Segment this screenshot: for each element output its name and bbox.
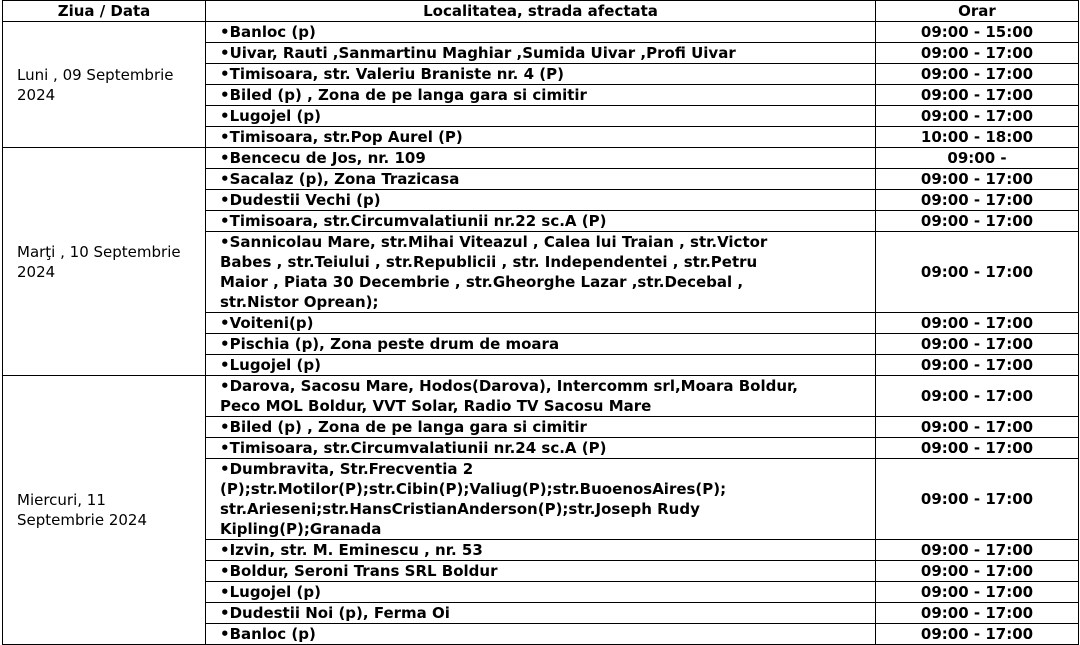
location-cell: •Lugojel (p) (206, 106, 876, 127)
location-cell: •Bencecu de Jos, nr. 109 (206, 148, 876, 169)
location-cell: •Biled (p) , Zona de pe langa gara si cimitir (206, 85, 876, 106)
time-cell: 09:00 - 17:00 (876, 561, 1079, 582)
location-cell: •Sannicolau Mare, str.Mihai Viteazul , Calea lui Traian , str.Victor Babes , str.Teiului , str.Republicii , str. Independentei , str.Petru Maior , Piata 30 Decembrie , str.Gheorghe Lazar ,str.Decebal , str.Nistor Oprean); (206, 232, 876, 313)
time-cell: 09:00 - 17:00 (876, 211, 1079, 232)
header-time: Orar (876, 1, 1079, 22)
location-cell: •Banloc (p) (206, 22, 876, 43)
day-date-cell: Luni , 09 Septembrie 2024 (3, 22, 206, 148)
location-cell: •Timisoara, str.Pop Aurel (P) (206, 127, 876, 148)
header-location: Localitatea, strada afectata (206, 1, 876, 22)
time-cell: 09:00 - 17:00 (876, 603, 1079, 624)
time-cell: 09:00 - 17:00 (876, 232, 1079, 313)
time-cell: 09:00 - 17:00 (876, 85, 1079, 106)
location-cell: •Timisoara, str.Circumvalatiunii nr.24 sc.A (P) (206, 438, 876, 459)
time-cell: 09:00 - 17:00 (876, 355, 1079, 376)
location-cell: •Pischia (p), Zona peste drum de moara (206, 334, 876, 355)
time-cell: 09:00 - 17:00 (876, 169, 1079, 190)
location-cell: •Dudestii Vechi (p) (206, 190, 876, 211)
header-row (3, 1, 1079, 22)
location-cell: •Dumbravita, Str.Frecventia 2 (P);str.Motilor(P);str.Cibin(P);Valiug(P);str.BuoenosAires(P); str.Arieseni;str.HansCristianAnderson(P);str.Joseph Rudy Kipling(P);Granada (206, 459, 876, 540)
location-cell: •Timisoara, str. Valeriu Braniste nr. 4 (P) (206, 64, 876, 85)
location-cell: •Timisoara, str.Circumvalatiunii nr.22 sc.A (P) (206, 211, 876, 232)
location-cell: •Boldur, Seroni Trans SRL Boldur (206, 561, 876, 582)
table-row (3, 376, 1079, 417)
location-cell: •Uivar, Rauti ,Sanmartinu Maghiar ,Sumida Uivar ,Profi Uivar (206, 43, 876, 64)
time-cell: 09:00 - 17:00 (876, 417, 1079, 438)
table-row (3, 22, 1079, 43)
table-row (3, 148, 1079, 169)
time-cell: 09:00 - 17:00 (876, 582, 1079, 603)
header-day: Ziua / Data (3, 1, 206, 22)
outage-schedule-table (2, 0, 1079, 645)
location-cell: •Lugojel (p) (206, 355, 876, 376)
time-cell: 09:00 - 17:00 (876, 313, 1079, 334)
time-cell: 09:00 - (876, 148, 1079, 169)
time-cell: 09:00 - 17:00 (876, 459, 1079, 540)
schedule-body (3, 22, 1079, 645)
location-cell: •Voiteni(p) (206, 313, 876, 334)
time-cell: 09:00 - 17:00 (876, 438, 1079, 459)
day-date-cell: Miercuri, 11 Septembrie 2024 (3, 376, 206, 645)
time-cell: 09:00 - 15:00 (876, 22, 1079, 43)
location-cell: •Lugojel (p) (206, 582, 876, 603)
time-cell: 09:00 - 17:00 (876, 190, 1079, 211)
location-cell: •Biled (p) , Zona de pe langa gara si cimitir (206, 417, 876, 438)
time-cell: 09:00 - 17:00 (876, 540, 1079, 561)
time-cell: 09:00 - 17:00 (876, 334, 1079, 355)
time-cell: 10:00 - 18:00 (876, 127, 1079, 148)
time-cell: 09:00 - 17:00 (876, 624, 1079, 645)
location-cell: •Dudestii Noi (p), Ferma Oi (206, 603, 876, 624)
time-cell: 09:00 - 17:00 (876, 106, 1079, 127)
location-cell: •Darova, Sacosu Mare, Hodos(Darova), Intercomm srl,Moara Boldur, Peco MOL Boldur, VVT Solar, Radio TV Sacosu Mare (206, 376, 876, 417)
location-cell: •Izvin, str. M. Eminescu , nr. 53 (206, 540, 876, 561)
location-cell: •Sacalaz (p), Zona Trazicasa (206, 169, 876, 190)
day-date-cell: Marţi , 10 Septembrie 2024 (3, 148, 206, 376)
time-cell: 09:00 - 17:00 (876, 43, 1079, 64)
time-cell: 09:00 - 17:00 (876, 376, 1079, 417)
time-cell: 09:00 - 17:00 (876, 64, 1079, 85)
location-cell: •Banloc (p) (206, 624, 876, 645)
